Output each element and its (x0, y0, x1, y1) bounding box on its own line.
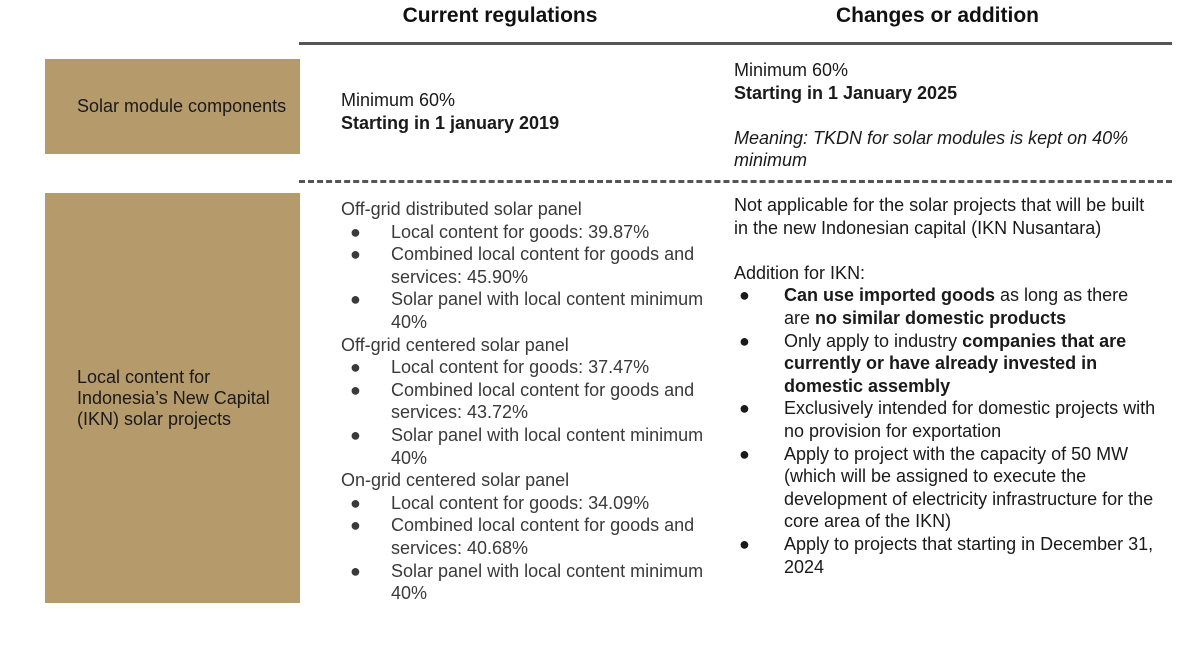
list-item: ● Solar panel with local content minimum 40% (350, 289, 704, 332)
bullet-icon: ● (350, 289, 361, 310)
row2-current-cell (341, 198, 711, 605)
row2-changes-cell (734, 194, 1159, 578)
row-label-ikn-local-content (45, 193, 300, 603)
row2-changes-intro: Not applicable for the solar projects that will be built in the new Indonesian capital (IKN Nusantara) (734, 195, 1145, 238)
list-item: ● Combined local content for goods and services: 40.68% (350, 515, 695, 558)
bullet-icon: ● (739, 398, 750, 419)
list-item: ● Combined local content for goods and services: 45.90% (350, 244, 695, 287)
row-label-text: Local content for Indonesia’s New Capital (IKN) solar projects (77, 366, 270, 429)
list-item: ● Solar panel with local content minimum 40% (350, 560, 704, 604)
bullet-icon: ● (350, 357, 361, 378)
list-item: ● Apply to projects that starting in December 31, 2024 (739, 533, 1154, 577)
bullet-icon: ● (350, 560, 361, 581)
panel-group (341, 334, 711, 470)
list-item: ● Local content for goods: 34.09% (350, 492, 650, 513)
bullet-icon: ● (350, 492, 361, 513)
row1-current-cell (341, 89, 711, 134)
list-item: ● Combined local content for goods and services: 43.72% (350, 379, 695, 423)
panel-group-title: On-grid centered solar panel (341, 470, 570, 491)
list-item: ● Only apply to industry companies that are currently or have already invested in domestic assembly (739, 330, 1127, 396)
row-label-solar-module-components (45, 59, 300, 154)
bullet-icon: ● (739, 443, 750, 464)
panel-group-title: Off-grid distributed solar panel (341, 199, 582, 219)
bullet-icon: ● (350, 515, 361, 536)
bullet-icon: ● (739, 285, 750, 306)
row1-current-minimum: Minimum 60% (341, 90, 456, 110)
column-header-changes-or-addition: Changes or addition (835, 4, 1039, 27)
bullet-icon: ● (350, 379, 361, 400)
row-label-text: Solar module components (77, 96, 287, 116)
list-item: ● Solar panel with local content minimum 40% (350, 424, 704, 468)
bullet-icon: ● (350, 221, 361, 242)
panel-group-title: Off-grid centered solar panel (341, 334, 569, 355)
panel-group (341, 469, 711, 605)
row-divider-dashed (299, 180, 1172, 183)
list-item: ● Can use imported goods as long as there are no similar domestic products (739, 285, 1129, 328)
row1-changes-start-date: Starting in 1 January 2025 (734, 82, 958, 103)
bullet-icon: ● (350, 424, 361, 445)
list-item: ● Apply to project with the capacity of 50 MW (which will be assigned to execute the development of electricity infrastructure for the core area of the IKN) (739, 443, 1154, 532)
list-item: ● Local content for goods: 37.47% (350, 357, 650, 378)
list-item: ● Exclusively intended for domestic projects with no provision for exportation (739, 398, 1156, 441)
bullet-icon: ● (350, 244, 361, 265)
row1-changes-minimum: Minimum 60% (734, 60, 849, 80)
bullet-icon: ● (739, 330, 750, 351)
row1-changes-meaning: Meaning: TKDN for solar modules is kept on 40% minimum (734, 127, 1129, 171)
list-item: ● Local content for goods: 39.87% (350, 221, 650, 242)
header-divider (299, 42, 1172, 45)
panel-group (341, 198, 711, 334)
addition-title: Addition for IKN: (734, 262, 866, 283)
bullet-icon: ● (739, 533, 750, 554)
row1-current-start-date: Starting in 1 january 2019 (341, 112, 560, 133)
column-header-current-regulations: Current regulations (402, 4, 598, 27)
row1-changes-cell (734, 59, 1154, 172)
